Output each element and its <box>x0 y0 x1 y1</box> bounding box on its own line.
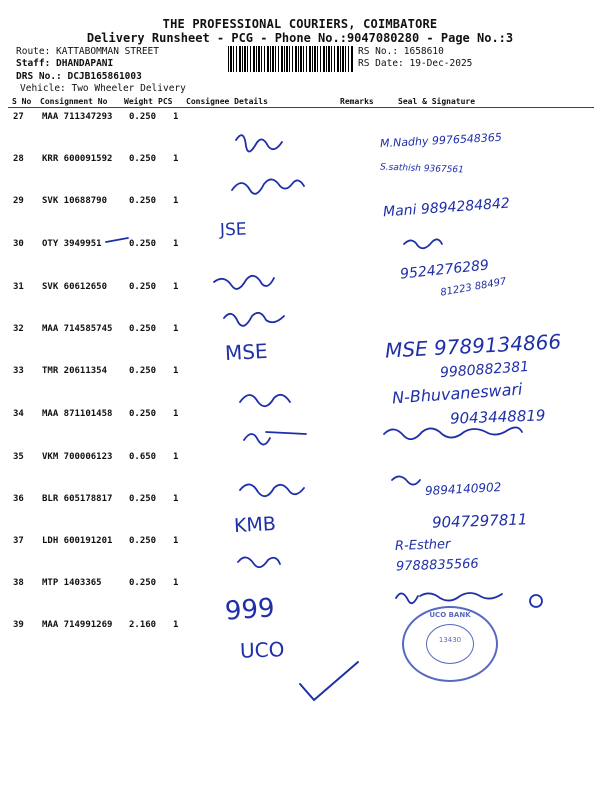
row-pcs: 1 <box>173 620 179 630</box>
signature-row28: S.sathish 9367561 <box>379 162 465 176</box>
vehicle-label: Vehicle: Two Wheeler Delivery <box>20 83 186 94</box>
scribble-remarks-34 <box>384 427 522 439</box>
row-pcs: 1 <box>173 578 179 588</box>
col-consignment: Consignment No <box>40 97 108 106</box>
col-seal-signature: Seal & Signature <box>398 97 476 106</box>
runsheet-title: THE PROFESSIONAL COURIERS, COIMBATORE <box>162 17 438 31</box>
col-weight: Weight <box>124 97 153 106</box>
row-sno: 35 <box>13 452 24 462</box>
detail-row39: 999 <box>224 593 276 627</box>
row-sno: 32 <box>13 324 24 334</box>
signature-row32: MSE 9789134866 <box>384 329 562 363</box>
row-pcs: 1 <box>173 196 179 206</box>
rs-date: RS Date: 19-Dec-2025 <box>358 58 473 69</box>
row-pcs: 1 <box>173 494 179 504</box>
row-sno: 27 <box>13 112 24 122</box>
scribble-remarks-38 <box>396 593 502 603</box>
row-weight: 0.250 <box>129 494 157 504</box>
scribble-row35 <box>244 432 306 445</box>
col-remarks: Remarks <box>340 97 374 106</box>
row-weight: 0.250 <box>129 324 157 334</box>
detail-row37: KMB <box>233 512 277 538</box>
row-consignment: MTP 1403365 <box>42 578 102 588</box>
row-sno: 30 <box>13 239 24 249</box>
row-pcs: 1 <box>173 409 179 419</box>
signature-row38b: 9788835566 <box>395 556 479 575</box>
route-label: Route: KATTABOMMAN STREET <box>16 46 159 57</box>
row-consignment: VKM 700006123 <box>42 452 113 462</box>
scribble-row27 <box>236 135 282 151</box>
detail-row39b: UCO <box>239 637 285 663</box>
scribble-remarks-36 <box>392 476 420 484</box>
runsheet-subtitle: Delivery Runsheet - PCG - Phone No.:9047080280 - Page No.:3 <box>86 31 514 45</box>
scribble-row34 <box>240 395 290 406</box>
scribble-row32 <box>224 313 284 326</box>
col-sno: S No <box>12 97 32 106</box>
col-pcs: PCS <box>158 97 173 106</box>
row-consignment: OTY 3949951 <box>42 239 102 249</box>
row-consignment: MAA 714585745 <box>42 324 113 334</box>
scribble-detail-30 <box>106 238 128 242</box>
row-pcs: 1 <box>173 366 179 376</box>
row-weight: 0.650 <box>129 452 157 462</box>
scribble-row38 <box>238 557 280 567</box>
scribble-row31 <box>214 276 274 289</box>
seal-text: UCO BANK <box>429 611 471 619</box>
signature-row33: 9980882381 <box>439 358 530 382</box>
row-weight: 0.250 <box>129 578 157 588</box>
row-pcs: 1 <box>173 282 179 292</box>
scribble-row28 <box>232 179 304 193</box>
row-consignment: SVK 60612650 <box>42 282 108 292</box>
row-weight: 0.250 <box>129 409 157 419</box>
row-sno: 33 <box>13 366 24 376</box>
row-pcs: 1 <box>173 536 179 546</box>
signature-row30: 9524276289 <box>399 257 490 283</box>
row-weight: 0.250 <box>129 239 157 249</box>
signature-row29: Mani 9894284842 <box>382 195 511 221</box>
row-consignment: MAA 871101458 <box>42 409 113 419</box>
signature-row35: 9043448819 <box>449 406 546 428</box>
row-weight: 0.250 <box>129 196 157 206</box>
col-consignee-details: Consignee Details <box>186 97 268 106</box>
row-consignment: MAA 714991269 <box>42 620 113 630</box>
row-weight: 2.160 <box>129 620 157 630</box>
row-sno: 36 <box>13 494 24 504</box>
row-consignment: MAA 711347293 <box>42 112 113 122</box>
row-sno: 29 <box>13 196 24 206</box>
row-sno: 38 <box>13 578 24 588</box>
scribble-remarks-29 <box>404 239 442 248</box>
row-sno: 39 <box>13 620 24 630</box>
row-pcs: 1 <box>173 324 179 334</box>
row-weight: 0.250 <box>129 536 157 546</box>
row-pcs: 1 <box>173 452 179 462</box>
scribble-row36 <box>240 484 304 496</box>
detail-row33: MSE <box>224 338 269 366</box>
detail-row30: JSE <box>219 219 247 241</box>
row-sno: 37 <box>13 536 24 546</box>
rs-number: RS No.: 1658610 <box>358 46 444 57</box>
row-consignment: SVK 10688790 <box>42 196 108 206</box>
drs-label: DRS No.: DCJB165861003 <box>16 71 142 82</box>
bank-seal-stamp <box>402 606 498 682</box>
check-mark-icon <box>296 656 366 706</box>
row-sno: 28 <box>13 154 24 164</box>
signature-row31: 81223 88497 <box>439 276 508 299</box>
row-consignment: LDH 600191201 <box>42 536 113 546</box>
row-pcs: 1 <box>173 112 179 122</box>
seal-inner-ring <box>426 624 474 664</box>
signature-row34: N-Bhuvaneswari <box>391 379 524 408</box>
signature-row38a: R-Esther <box>394 537 451 554</box>
seal-number: 13430 <box>438 636 462 644</box>
row-consignment: BLR 605178817 <box>42 494 113 504</box>
row-weight: 0.250 <box>129 366 157 376</box>
scribble-circle-38 <box>530 595 542 607</box>
row-consignment: TMR 20611354 <box>42 366 108 376</box>
signature-row27: M.Nadhy 9976548365 <box>379 130 503 151</box>
signature-row37: 9047297811 <box>431 510 528 532</box>
row-pcs: 1 <box>173 154 179 164</box>
row-consignment: KRR 600091592 <box>42 154 113 164</box>
row-sno: 34 <box>13 409 24 419</box>
row-weight: 0.250 <box>129 282 157 292</box>
row-pcs: 1 <box>173 239 179 249</box>
row-weight: 0.250 <box>129 154 157 164</box>
row-weight: 0.250 <box>129 112 157 122</box>
staff-label: Staff: DHANDAPANI <box>16 58 114 69</box>
row-sno: 31 <box>13 282 24 292</box>
signature-row36: 9894140902 <box>424 480 502 498</box>
